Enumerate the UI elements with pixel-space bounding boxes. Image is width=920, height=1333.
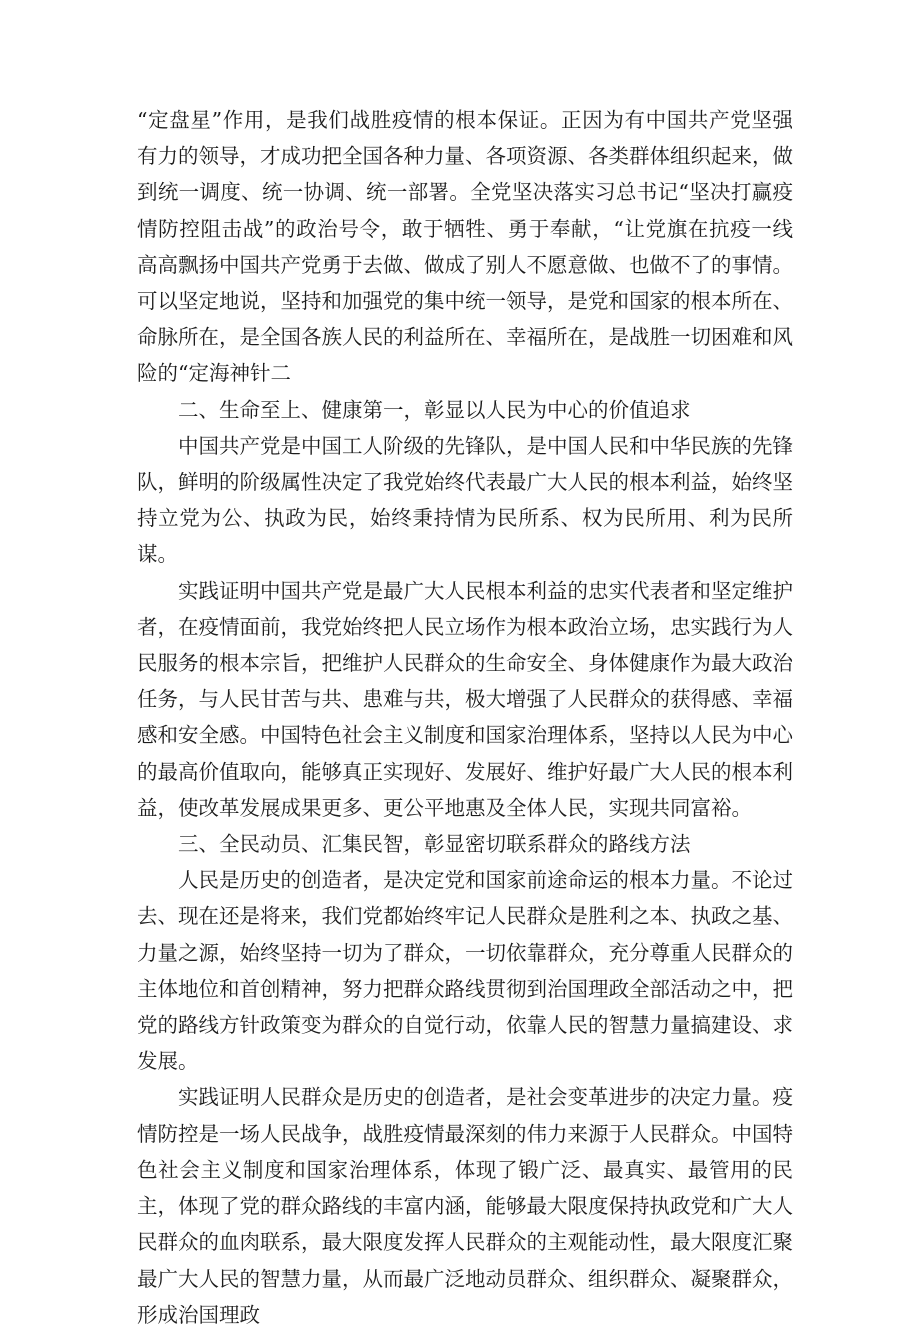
- section-heading-3: 三、全民动员、汇集民智，彰显密切联系群众的路线方法: [178, 832, 691, 857]
- body-paragraph-2: 中国共产党是中国工人阶级的先锋队，是中国人民和中华民族的先锋队，鲜明的阶级属性决定了我党始终代表最广大人民的根本利益，始终坚持立党为公、执政为民，始终秉持情为民所系、权为民所用、利为民所谋。: [137, 433, 793, 567]
- document-page: [137, 102, 793, 1333]
- body-paragraph-5: 实践证明人民群众是历史的创造者，是社会变革进步的决定力量。疫情防控是一场人民战争，战胜疫情最深刻的伟力来源于人民群众。中国特色社会主义制度和国家治理体系，体现了锻广泛、最真实、最管用的民主，体现了党的群众路线的丰富内涵，能够最大限度保持执政党和广大人民群众的血肉联系，最大限度发挥人民群众的主观能动性，最大限度汇聚最广大人民的智慧力量，从而最广泛地动员群众、组织群众、凝聚群众，形成治国理政: [137, 1085, 793, 1327]
- body-paragraph-1: “定盘星”作用，是我们战胜疫情的根本保证。正因为有中国共产党坚强有力的领导，才成功把全国各种力量、各项资源、各类群体组织起来，做到统一调度、统一协调、统一部署。全党坚决落实习总书记“坚决打赢疫情防控阻击战”的政治号令，敢于牺牲、勇于奉献，“让党旗在抗疫一线高高飘扬中国共产党勇于去做、做成了别人不愿意做、也做不了的事情。可以坚定地说，坚持和加强党的集中统一领导，是党和国家的根本所在、命脉所在，是全国各族人民的利益所在、幸福所在，是战胜一切困难和风险的“定海神针二: [137, 108, 793, 386]
- body-paragraph-3: 实践证明中国共产党是最广大人民根本利益的忠实代表者和坚定维护者，在疫情面前，我党始终把人民立场作为根本政治立场，忠实践行为人民服务的根本宗旨，把维护人民群众的生命安全、身体健康作为最大政治任务，与人民甘苦与共、患难与共，极大增强了人民群众的获得感、幸福感和安全感。中国特色社会主义制度和国家治理体系，坚持以人民为中心的最高价值取向，能够真正实现好、发展好、维护好最广大人民的根本利益，使改革发展成果更多、更公平地惠及全体人民，实现共同富裕。: [137, 578, 793, 820]
- section-heading-2: 二、生命至上、健康第一，彰显以人民为中心的价值追求: [178, 397, 691, 422]
- body-paragraph-4: 人民是历史的创造者，是决定党和国家前途命运的根本力量。不论过去、现在还是将来，我们党都始终牢记人民群众是胜利之本、执政之基、力量之源，始终坚持一切为了群众，一切依靠群众，充分尊重人民群众的主体地位和首创精神，努力把群众路线贯彻到治国理政全部活动之中，把党的路线方针政策变为群众的自觉行动，依靠人民的智慧力量搞建设、求发展。: [137, 868, 793, 1074]
